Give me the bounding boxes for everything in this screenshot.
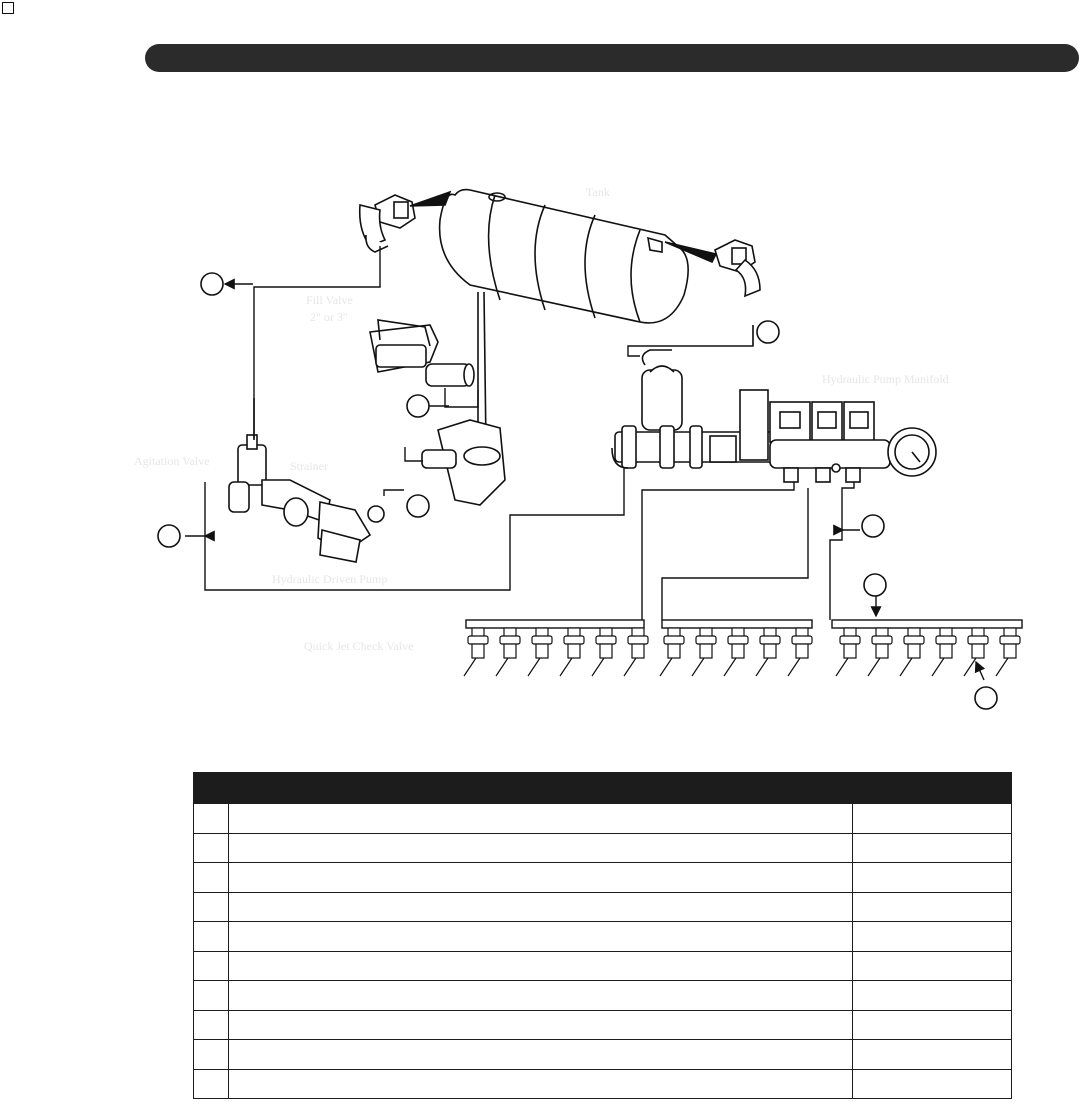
cell-part-number <box>853 981 1012 1011</box>
cell-part-number <box>853 951 1012 981</box>
cell-description <box>229 833 853 863</box>
check-valve-nozzle <box>624 628 648 676</box>
cell-number <box>194 892 229 922</box>
table-row <box>194 833 1012 863</box>
table-row <box>194 804 1012 834</box>
cell-part-number <box>853 863 1012 893</box>
plumbing-diagram-svg <box>0 150 1080 720</box>
header-description <box>229 773 853 804</box>
table-row <box>194 863 1012 893</box>
check-valve-nozzle <box>692 628 716 676</box>
label-fill-valve-size: 2" or 3" <box>310 310 348 324</box>
check-valve-nozzle <box>996 628 1020 676</box>
check-valve-nozzle <box>560 628 584 676</box>
section-title-bar <box>145 44 1079 72</box>
tank-fill-coupler-left <box>360 192 450 252</box>
check-valve-nozzle <box>756 628 780 676</box>
table-row <box>194 1010 1012 1040</box>
fill-valve-illustration <box>370 320 474 386</box>
page-checkbox[interactable] <box>2 2 14 14</box>
check-valve-nozzle <box>836 628 860 676</box>
check-valve-nozzle <box>660 628 684 676</box>
cell-part-number <box>853 804 1012 834</box>
check-valve-nozzles <box>464 628 1020 676</box>
table-row <box>194 922 1012 952</box>
cell-number <box>194 833 229 863</box>
label-hydraulic-driven-pump: Hydraulic Driven Pump <box>272 572 388 586</box>
cell-part-number <box>853 1040 1012 1070</box>
cell-number <box>194 863 229 893</box>
check-valve-nozzle <box>788 628 812 676</box>
check-valve-nozzle <box>900 628 924 676</box>
cell-part-number <box>853 833 1012 863</box>
callout-marker-6 <box>862 515 884 537</box>
cell-part-number <box>853 1010 1012 1040</box>
cell-number <box>194 1069 229 1099</box>
table-row <box>194 892 1012 922</box>
table-row <box>194 1040 1012 1070</box>
label-quick-jet-check-valve: Quick Jet Check Valve <box>304 639 414 653</box>
callout-marker-2 <box>757 321 779 343</box>
cell-part-number <box>853 892 1012 922</box>
check-valve-nozzle <box>724 628 748 676</box>
cell-description <box>229 892 853 922</box>
callout-marker-4 <box>407 495 429 517</box>
label-hydraulic-pump-manifold: Hydraulic Pump Manifold <box>822 372 949 386</box>
header-part-number <box>853 773 1012 804</box>
cell-description <box>229 1040 853 1070</box>
cell-description <box>229 804 853 834</box>
callout-marker-3 <box>407 395 429 417</box>
cell-number <box>194 981 229 1011</box>
check-valve-bars <box>466 620 1022 628</box>
label-agitation-valve: Agitation Valve <box>134 454 210 468</box>
cell-description <box>229 1069 853 1099</box>
callout-marker-5 <box>158 525 180 547</box>
plumbing-diagram <box>0 150 1080 720</box>
check-valve-nozzle <box>868 628 892 676</box>
check-valve-nozzle <box>932 628 956 676</box>
check-valve-nozzle <box>964 628 988 676</box>
callout-marker-1 <box>201 273 223 295</box>
cell-description <box>229 951 853 981</box>
table-header-row <box>194 773 1012 804</box>
check-valve-nozzle <box>528 628 552 676</box>
check-valve-nozzle <box>592 628 616 676</box>
check-valve-nozzle <box>496 628 520 676</box>
label-tank: Tank <box>586 185 610 199</box>
cell-number <box>194 1010 229 1040</box>
label-strainer: Strainer <box>290 459 328 473</box>
cell-description <box>229 1010 853 1040</box>
label-fill-valve: Fill Valve <box>306 293 353 307</box>
cell-number <box>194 922 229 952</box>
callout-marker-7 <box>864 574 886 596</box>
parts-table <box>193 772 1012 1099</box>
table-row <box>194 981 1012 1011</box>
cell-part-number <box>853 1069 1012 1099</box>
bottom-valve-illustration <box>422 420 505 505</box>
cell-part-number <box>853 922 1012 952</box>
agitation-strainer-pump-illustration <box>229 398 384 562</box>
cell-description <box>229 922 853 952</box>
callout-marker-8 <box>975 687 997 709</box>
check-valve-nozzle <box>464 628 488 676</box>
cell-description <box>229 863 853 893</box>
table-row <box>194 951 1012 981</box>
cell-description <box>229 981 853 1011</box>
cell-number <box>194 1040 229 1070</box>
hydraulic-manifold-illustration <box>612 350 936 482</box>
cell-number <box>194 951 229 981</box>
header-number <box>194 773 229 804</box>
cell-number <box>194 804 229 834</box>
table-row <box>194 1069 1012 1099</box>
